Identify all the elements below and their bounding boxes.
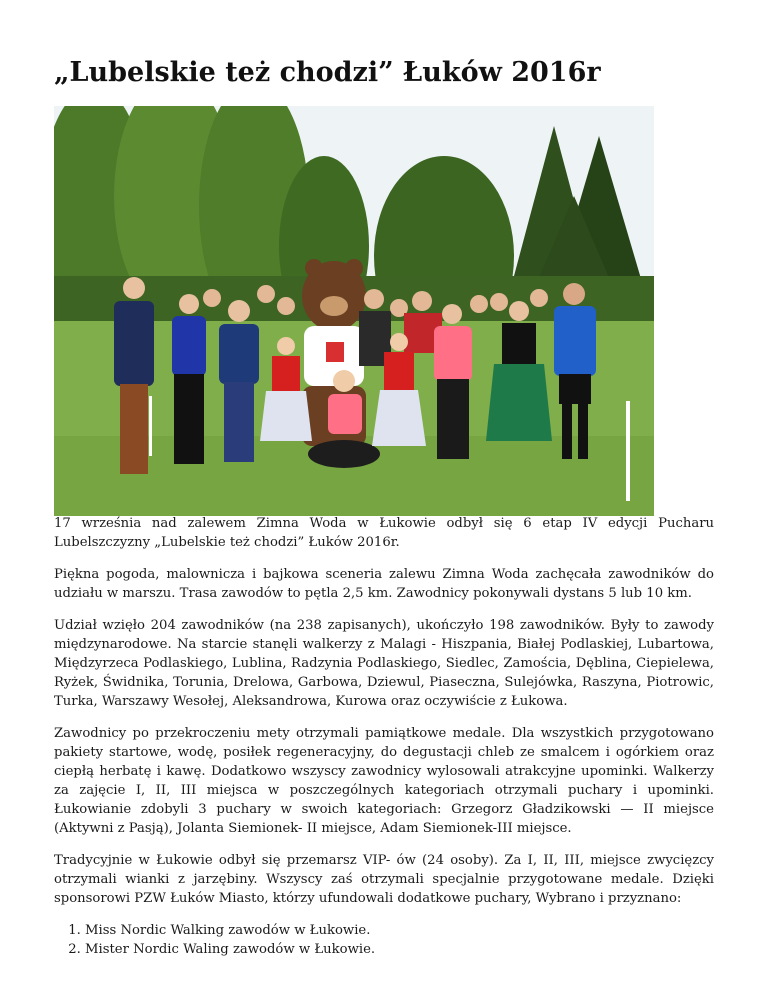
list-item: 2. Mister Nordic Waling zawodów w Łukowie. [85,940,714,959]
group-photo-illustration [54,106,654,516]
paragraph-weather: Piękna pogoda, malownicza i bajkowa sceneria zalewu Zimna Woda zachęcała zawodników do udziału w marszu. Trasa zawodów to pętla 2,5 km. Zawodnicy pokonywali dystans 5 lub 10 km. [54,567,714,601]
group-photo [54,106,654,516]
awards-list [54,921,714,959]
paragraph-vip: Tradycyjnie w Łukowie odbył się przemarsz VIP- ów (24 osoby). Za I, II, III, miejsce zwycięzcy otrzymali wianki z jarzębiny. Wszyscy zaś otrzymali specjalnie przygotowane medale. Dzięki sponsorowi PZW Łuków Miasto, którzy ufundowali dodatkowe puchary, Wybrano i przyznano: [54,853,714,906]
article-body [54,514,714,959]
paragraph-awards: Zawodnicy po przekroczeniu mety otrzymali pamiątkowe medale. Dla wszystkich przygotowano pakiety startowe, wodę, posiłek regeneracyjny, do degustacji chleb ze smalcem i ogórkiem oraz ciepłą herbatę i kawę. Dodatkowo wszyscy zawodnicy wylosowali atrakcyjne upominki. Walkerzy za zajęcie I, II, III miejsca w poszczególnych kategoriach otrzymali puchary i upominki. Łukowianie zdobyli 3 puchary w swoich kategoriach: Grzegorz Gładzikowski — II miejsce (Aktywni z Pasją), Jolanta Siemionek- II miejsce, Adam Siemionek-III miejsce. [54,726,714,836]
list-item: 1. Miss Nordic Walking zawodów w Łukowie. [85,921,714,940]
photo-caption: 17 września nad zalewem Zimna Woda w Łukowie odbył się 6 etap IV edycji Pucharu Lubelszczyzny „Lubelskie też chodzi” Łuków 2016r. [54,516,714,550]
article-title: „Lubelskie też chodzi” Łuków 2016r [54,57,601,88]
paragraph-participants: Udział wzięło 204 zawodników (na 238 zapisanych), ukończyło 198 zawodników. Były to zawody międzynarodowe. Na starcie stanęli walkerzy z Malagi - Hiszpania, Białej Podlaskiej, Lubartowa, Międzyrzeca Podlaskiego, Lublina, Radzynia Podlaskiego, Siedlec, Zamościa, Dęblina, Ciepielewa, Ryżek, Świdnika, Torunia, Drelowa, Garbowa, Dziewul, Piaseczna, Sulejówka, Raszyna, Piotrowic, Turka, Warszawy Wesołej, Aleksandrowa, Kurowa oraz oczywiście z Łukowa. [54,618,714,709]
